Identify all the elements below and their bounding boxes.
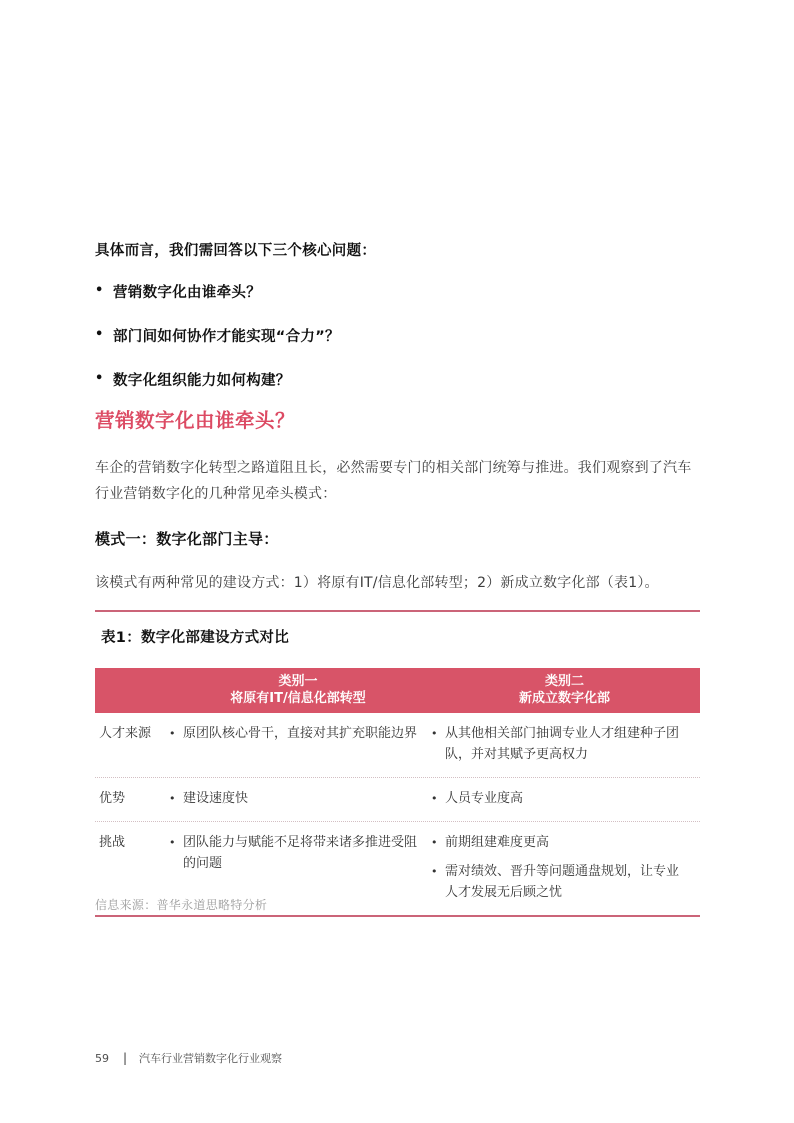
intro-paragraph: 具体而言，我们需回答以下三个核心问题： — [95, 243, 377, 259]
header-line: 类别二 — [544, 674, 584, 689]
bullet-icon: • — [95, 283, 104, 298]
table-header-blank — [95, 673, 167, 707]
source-note: 信息来源：普华永道思略特分析 — [95, 898, 268, 912]
table-row — [95, 713, 700, 777]
table-cell — [429, 832, 700, 903]
header-line: 新成立数字化部 — [518, 691, 610, 706]
row-label: 人才来源 — [99, 726, 152, 741]
bullet-icon: • — [431, 836, 438, 849]
list-item — [95, 369, 700, 390]
header-line: 将原有IT/信息化部转型 — [230, 691, 366, 706]
footer-separator: | — [123, 1051, 128, 1065]
subsection-heading: 模式一：数字化部门主导： — [95, 530, 279, 548]
table-cell — [429, 723, 700, 765]
table-title: 表1：数字化部建设方式对比 — [101, 630, 289, 646]
cell-text: 需对绩效、晋升等问题通盘规划，让专业人才发展无后顾之忧 — [445, 864, 680, 900]
cell-bullet-item — [429, 723, 688, 765]
body-paragraph: 车企的营销数字化转型之路道阻且长，必然需要专门的相关部门统筹与推进。我们观察到了汽车行业营销数字化的几种常见牵头模式： — [95, 460, 692, 502]
cell-bullet-item — [167, 723, 417, 744]
bullet-icon: • — [431, 792, 438, 805]
table-header-category-1 — [167, 673, 429, 707]
bullet-icon: • — [431, 865, 438, 878]
table-row — [95, 777, 700, 821]
bullet-icon: • — [169, 792, 176, 805]
cell-text: 从其他相关部门抽调专业人才组建种子团队，并对其赋予更高权力 — [445, 726, 680, 762]
bullet-text: 营销数字化由谁牵头？ — [113, 285, 261, 301]
body-paragraph: 该模式有两种常见的建设方式：1）将原有IT/信息化部转型；2）新成立数字化部（表1）。 — [95, 575, 659, 591]
list-item — [95, 325, 700, 346]
cell-bullet-item — [429, 832, 688, 853]
bullet-text: 部门间如何协作才能实现“合力”？ — [113, 329, 340, 345]
table-body — [95, 713, 700, 917]
page-footer — [95, 1050, 700, 1066]
cell-text: 人员专业度高 — [445, 791, 524, 806]
cell-text: 建设速度快 — [183, 791, 249, 806]
table-cell — [167, 832, 429, 903]
bullet-icon: • — [95, 371, 104, 386]
bullet-text: 数字化组织能力如何构建？ — [113, 373, 291, 389]
bullet-icon: • — [95, 327, 104, 342]
cell-bullet-item — [429, 788, 688, 809]
comparison-table — [95, 668, 700, 917]
cell-text: 团队能力与赋能不足将带来诸多推进受阻的问题 — [183, 835, 418, 871]
cell-bullet-item — [167, 788, 417, 809]
row-label: 优势 — [99, 791, 126, 806]
bullet-icon: • — [169, 727, 176, 740]
bullet-icon: • — [431, 727, 438, 740]
cell-text: 前期组建难度更高 — [445, 835, 550, 850]
table-cell — [167, 788, 429, 809]
bullet-icon: • — [169, 836, 176, 849]
table-cell — [167, 723, 429, 765]
cell-bullet-item — [167, 832, 417, 874]
header-line: 类别一 — [278, 674, 318, 689]
page-number: 59 — [95, 1051, 109, 1065]
report-title: 汽车行业营销数字化行业观察 — [139, 1052, 283, 1065]
list-item — [95, 281, 700, 302]
section-heading: 营销数字化由谁牵头？ — [95, 409, 296, 432]
cell-text: 原团队核心骨干，直接对其扩充职能边界 — [183, 726, 418, 741]
table-cell — [429, 788, 700, 809]
divider-rule — [95, 610, 700, 612]
table-header-category-2 — [429, 673, 700, 707]
table-header-row — [95, 668, 700, 713]
row-label: 挑战 — [99, 835, 126, 850]
